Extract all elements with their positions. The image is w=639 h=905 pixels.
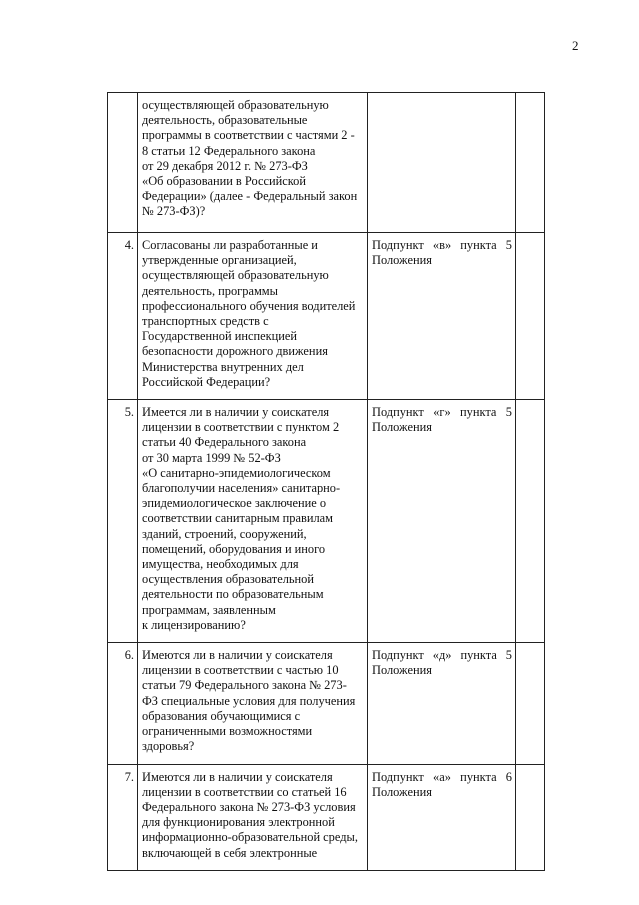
question-line: лицензии в соответствии с частью 10 [142,663,339,678]
empty-cell [516,93,545,233]
question-line: осуществляющей образовательную [142,268,329,283]
question-line: деятельность, образовательные [142,113,308,128]
question-line: осуществляющей образовательную [142,98,329,112]
table-row [108,400,545,643]
reference-cell [368,233,516,400]
question-line: лицензии в соответствии со статьей 16 [142,784,347,799]
question-cell [138,400,368,643]
question-line: ФЗ специальные условия для получения [142,693,356,708]
question-cell [138,93,368,233]
checklist-table [107,92,545,871]
reference-line: Положения [372,663,432,678]
question-line: Государственной инспекцией [142,329,298,344]
question-line: Имеются ли в наличии у соискателя [142,769,333,784]
question-line: утвержденные организацией, [142,253,297,268]
question-line: помещений, оборудования и иного [142,541,326,556]
question-line: деятельность, программы [142,283,278,298]
table-row [108,764,545,870]
question-line: Министерства внутренних дел [142,359,304,374]
row-number: 7. [108,764,138,870]
question-line: профессионального обучения водителей [142,298,356,313]
question-line: лицензии в соответствии с пунктом 2 [142,420,340,435]
row-number: 6. [108,643,138,764]
reference-line: Положения [372,253,432,268]
question-line: Согласованы ли разработанные и [142,238,318,252]
question-line: включающей в себя электронные [142,845,318,860]
question-line: здоровья? [142,739,195,754]
question-line: Имеется ли в наличии у соискателя [142,405,330,420]
question-line: для функционирования электронной [142,815,335,830]
question-line: осуществления образовательной [142,572,315,587]
question-line: зданий, строений, сооружений, [142,526,307,541]
empty-cell [516,764,545,870]
question-line: № 273-ФЗ)? [142,204,206,219]
question-line: Имеются ли в наличии у соискателя [142,648,333,663]
reference-cell [368,643,516,764]
question-cell [138,764,368,870]
question-line: от 30 марта 1999 № 52-ФЗ [142,450,281,465]
question-line: образования обучающимися с [142,708,301,723]
question-line: от 29 декабря 2012 г. № 273-ФЗ [142,158,308,173]
reference-line: Положения [372,784,432,799]
question-cell [138,643,368,764]
question-line: Российской Федерации? [142,374,271,389]
reference-cell [368,764,516,870]
question-line: к лицензированию? [142,617,246,632]
reference-cell [368,93,516,233]
empty-cell [516,233,545,400]
empty-cell [516,400,545,643]
question-line: благополучии населения» санитарно- [142,481,341,496]
question-line: программы в соответствии с частями 2 - [142,128,355,143]
question-line: ограниченными возможностями [142,724,313,739]
row-number: 4. [108,233,138,400]
question-line: соответствии санитарным правилам [142,511,334,526]
question-line: имущества, необходимых для [142,557,299,572]
question-line: деятельности по образовательным [142,587,324,602]
question-line: безопасности дорожного движения [142,344,328,359]
question-line: Федерации» (далее - Федеральный закон [142,189,358,204]
question-line: эпидемиологическое заключение о [142,496,327,511]
question-line: 8 статьи 12 Федерального закона [142,143,316,158]
question-line: информационно-образовательной среды, [142,830,358,845]
table-row [108,643,545,764]
question-line: транспортных средств с [142,314,269,329]
row-number [108,93,138,233]
empty-cell [516,643,545,764]
question-cell [138,233,368,400]
reference-line: Положения [372,420,432,435]
reference-line: Подпункт «в» пункта 5 [372,238,512,252]
reference-line: Подпункт «д» пункта 5 [372,648,512,663]
table-row [108,93,545,233]
question-line: программам, заявленным [142,602,276,617]
question-line: статьи 40 Федерального закона [142,435,307,450]
question-line: статьи 79 Федерального закона № 273- [142,678,347,693]
reference-line: Подпункт «а» пункта 6 [372,769,512,784]
reference-cell [368,400,516,643]
table-row [108,233,545,400]
question-line: Федерального закона № 273-ФЗ условия [142,799,356,814]
page-number: 2 [572,38,579,53]
reference-line: Подпункт «г» пункта 5 [372,405,512,420]
row-number: 5. [108,400,138,643]
question-line: «О санитарно-эпидемиологическом [142,465,331,480]
question-line: «Об образовании в Российской [142,174,306,189]
